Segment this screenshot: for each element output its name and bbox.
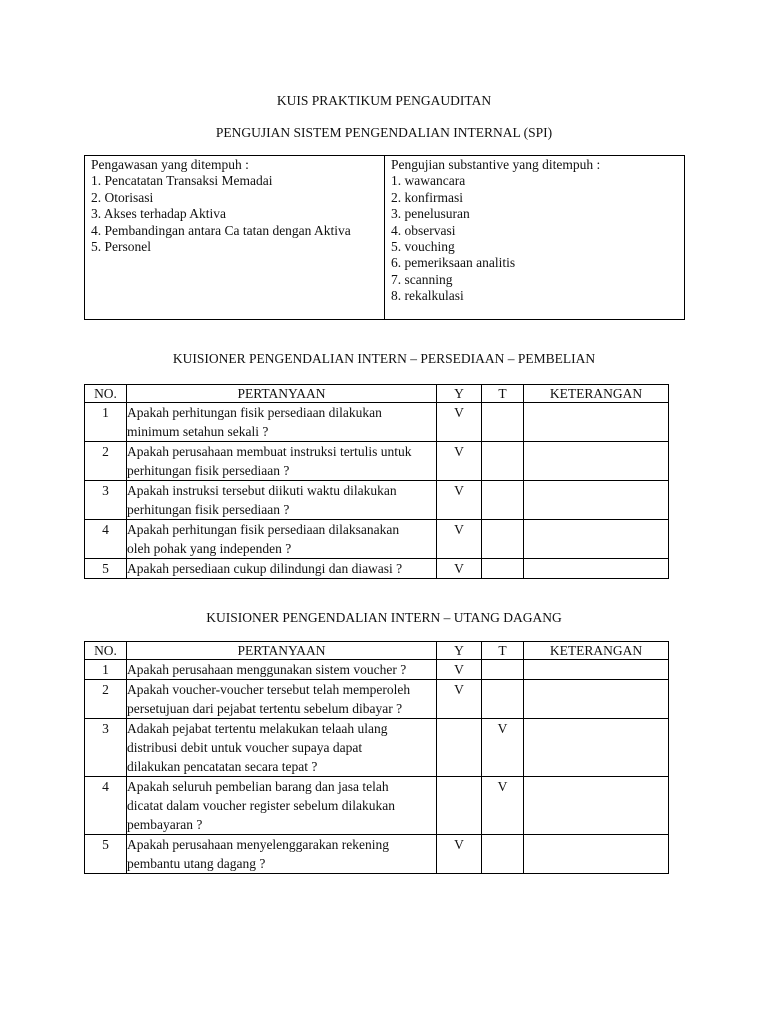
- no-check: [482, 403, 524, 442]
- table-row: [85, 835, 669, 874]
- col-yes: Y: [437, 642, 482, 660]
- question-line: Apakah perusahaan menggunakan sistem voucher ?: [127, 662, 407, 677]
- controls-item: 1. Pencatatan Transaksi Memadai: [91, 173, 273, 189]
- remarks-cell: [524, 660, 669, 680]
- question-line: pembayaran ?: [127, 817, 203, 832]
- col-no: NO.: [85, 385, 127, 403]
- question-line: perhitungan fisik persediaan ?: [127, 502, 290, 517]
- question-line: dilakukan pencatatan secara tepat ?: [127, 759, 318, 774]
- controls-item: 5. Personel: [91, 239, 151, 255]
- col-no-answer: T: [482, 385, 524, 403]
- table-row: [85, 520, 669, 559]
- controls-heading: Pengawasan yang ditempuh :: [91, 157, 249, 172]
- yes-check: [437, 777, 482, 835]
- remarks-cell: [524, 403, 669, 442]
- question-line: Apakah perusahaan menyelenggarakan rekening: [127, 837, 390, 852]
- quiz-title: KUIS PRAKTIKUM PENGAUDITAN: [276, 93, 492, 108]
- question-cell: [127, 777, 437, 835]
- question-cell: [127, 403, 437, 442]
- question-line: Apakah instruksi tersebut diikuti waktu dilakukan: [127, 483, 397, 498]
- col-no: NO.: [85, 642, 127, 660]
- yes-check: V: [437, 403, 482, 442]
- col-question: PERTANYAAN: [127, 642, 437, 660]
- no-check: [482, 559, 524, 579]
- question-cell: [127, 442, 437, 481]
- yes-check: V: [437, 680, 482, 719]
- question-line: perhitungan fisik persediaan ?: [127, 463, 290, 478]
- question-line: distribusi debit untuk voucher supaya dapat: [127, 740, 363, 755]
- table-row: [85, 660, 669, 680]
- remarks-cell: [524, 481, 669, 520]
- inventory-questionnaire-title: KUISIONER PENGENDALIAN INTERN – PERSEDIAAN – PEMBELIAN: [172, 351, 596, 366]
- row-number: 2: [85, 442, 127, 481]
- yes-check: V: [437, 559, 482, 579]
- col-remarks: KETERANGAN: [524, 385, 669, 403]
- question-line: minimum setahun sekali ?: [127, 424, 269, 439]
- question-line: Apakah persediaan cukup dilindungi dan diawasi ?: [127, 561, 403, 576]
- col-no-answer: T: [482, 642, 524, 660]
- controls-item: 4. Pembandingan antara Ca tatan dengan Aktiva: [91, 222, 351, 238]
- row-number: 2: [85, 680, 127, 719]
- yes-check: V: [437, 442, 482, 481]
- table-row: [85, 559, 669, 579]
- tests-item: 8. rekalkulasi: [391, 288, 464, 304]
- yes-check: V: [437, 520, 482, 559]
- no-check: [482, 835, 524, 874]
- payables-questionnaire-table: [84, 641, 669, 874]
- question-line: Apakah seluruh pembelian barang dan jasa telah: [127, 779, 389, 794]
- question-cell: [127, 835, 437, 874]
- no-check: [482, 442, 524, 481]
- tests-heading: Pengujian substantive yang ditempuh :: [391, 157, 601, 172]
- tests-item: 2. konfirmasi: [391, 189, 463, 205]
- yes-check: V: [437, 481, 482, 520]
- question-cell: [127, 520, 437, 559]
- question-cell: [127, 559, 437, 579]
- remarks-cell: [524, 719, 669, 777]
- question-line: Apakah perhitungan fisik persediaan dilaksanakan: [127, 522, 400, 537]
- question-line: Apakah voucher-voucher tersebut telah memperoleh: [127, 682, 411, 697]
- no-check: V: [482, 777, 524, 835]
- remarks-cell: [524, 835, 669, 874]
- no-check: V: [482, 719, 524, 777]
- controls-item: 3. Akses terhadap Aktiva: [91, 206, 226, 222]
- row-number: 4: [85, 777, 127, 835]
- question-line: pembantu utang dagang ?: [127, 856, 266, 871]
- table-row: [85, 777, 669, 835]
- row-number: 4: [85, 520, 127, 559]
- table-row: [85, 719, 669, 777]
- row-number: 5: [85, 835, 127, 874]
- no-check: [482, 520, 524, 559]
- controls-list: [85, 156, 385, 319]
- tests-item: 3. penelusuran: [391, 206, 470, 222]
- tests-item: 4. observasi: [391, 222, 456, 238]
- yes-check: [437, 719, 482, 777]
- table-header-row: [85, 385, 669, 403]
- col-yes: Y: [437, 385, 482, 403]
- row-number: 3: [85, 719, 127, 777]
- table-header-row: [85, 642, 669, 660]
- question-line: Apakah perhitungan fisik persediaan dilakukan: [127, 405, 382, 420]
- question-line: Adakah pejabat tertentu melakukan telaah ulang: [127, 721, 388, 736]
- table-row: [85, 481, 669, 520]
- remarks-cell: [524, 680, 669, 719]
- inventory-questionnaire-table: [84, 384, 669, 579]
- row-number: 3: [85, 481, 127, 520]
- table-row: [85, 403, 669, 442]
- yes-check: V: [437, 835, 482, 874]
- table-body: [85, 403, 669, 579]
- tests-item: 5. vouching: [391, 239, 455, 255]
- remarks-cell: [524, 442, 669, 481]
- spi-box: [84, 155, 685, 320]
- table-body: [85, 660, 669, 874]
- payables-questionnaire-title: KUISIONER PENGENDALIAN INTERN – UTANG DAGANG: [206, 610, 562, 625]
- row-number: 1: [85, 660, 127, 680]
- question-cell: [127, 481, 437, 520]
- spi-title: PENGUJIAN SISTEM PENGENDALIAN INTERNAL (SPI): [215, 125, 553, 140]
- no-check: [482, 660, 524, 680]
- tests-item: 6. pemeriksaan analitis: [391, 255, 516, 271]
- col-remarks: KETERANGAN: [524, 642, 669, 660]
- question-line: dicatat dalam voucher register sebelum dilakukan: [127, 798, 396, 813]
- question-cell: [127, 660, 437, 680]
- no-check: [482, 680, 524, 719]
- table-row: [85, 442, 669, 481]
- row-number: 1: [85, 403, 127, 442]
- no-check: [482, 481, 524, 520]
- yes-check: V: [437, 660, 482, 680]
- question-line: oleh pohak yang independen ?: [127, 541, 292, 556]
- remarks-cell: [524, 520, 669, 559]
- question-cell: [127, 719, 437, 777]
- substantive-tests-list: [385, 156, 684, 319]
- tests-item: 1. wawancara: [391, 173, 466, 189]
- controls-item: 2. Otorisasi: [91, 189, 154, 205]
- question-cell: [127, 680, 437, 719]
- question-line: persetujuan dari pejabat tertentu sebelum dibayar ?: [127, 701, 403, 716]
- remarks-cell: [524, 777, 669, 835]
- question-line: Apakah perusahaan membuat instruksi tertulis untuk: [127, 444, 412, 459]
- col-question: PERTANYAAN: [127, 385, 437, 403]
- row-number: 5: [85, 559, 127, 579]
- tests-item: 7. scanning: [391, 271, 453, 287]
- table-row: [85, 680, 669, 719]
- remarks-cell: [524, 559, 669, 579]
